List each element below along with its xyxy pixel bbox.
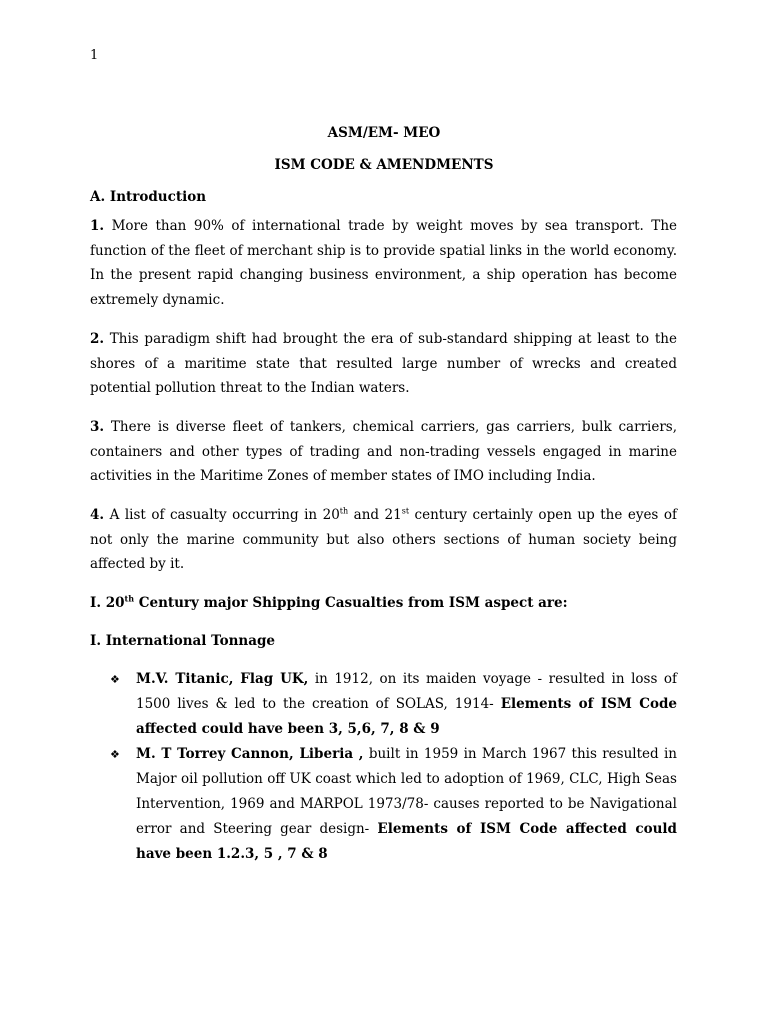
heading-text: I. 20	[90, 595, 125, 611]
vessel-name: M.V. Titanic, Flag UK,	[136, 671, 309, 687]
paragraph-text: There is diverse fleet of tankers, chemical carriers, gas carriers, bulk carriers, containers and other types of trading and non-trading vessels engaged in marine activities in the Maritime Zones of member states of IMO including India.	[90, 419, 677, 484]
vessel-name: M. T Torrey Cannon, Liberia ,	[136, 746, 364, 762]
paragraph-2	[90, 327, 677, 401]
paragraph-number: 3.	[90, 419, 105, 435]
document-title: ISM CODE & AMENDMENTS	[274, 157, 494, 173]
page-number: 1	[90, 48, 99, 63]
paragraph-4	[90, 503, 677, 577]
paragraph-text: and 21	[348, 507, 402, 523]
diamond-bullet-icon: ❖	[110, 748, 120, 761]
list-item	[110, 742, 677, 867]
section-a-heading: A. Introduction	[90, 189, 207, 205]
paragraph-number: 1.	[90, 218, 105, 234]
paragraph-text: century certainly open up the eyes of not only the marine community but also others sections of human society being affected by it.	[90, 507, 677, 572]
elements-affected: Elements of ISM Code affected could have been 1.2.3, 5 , 7 & 8	[136, 821, 677, 862]
item-text: in 1912, on its maiden voyage - resulted in loss of 1500 lives & led to the creation of SOLAS, 1914-	[136, 671, 677, 712]
paragraph-text: A list of casualty occurring in 20	[104, 507, 340, 523]
casualty-list	[110, 667, 677, 867]
item-text: built in 1959 in March 1967 this resulted in Major oil pollution off UK coast which led to adoption of 1969, CLC, High Seas Intervention, 1969 and MARPOL 1973/78- causes reported to be Navigational error and Steering gear design-	[136, 746, 677, 837]
subsection-heading: I. International Tonnage	[90, 633, 276, 649]
paragraph-number: 4.	[90, 507, 105, 523]
superscript: th	[124, 593, 135, 604]
superscript: st	[401, 506, 410, 516]
superscript: th	[339, 506, 349, 516]
heading-text: Century major Shipping Casualties from ISM aspect are:	[134, 595, 568, 611]
elements-affected: Elements of ISM Code affected could have been 3, 5,6, 7, 8 & 9	[136, 696, 677, 737]
document-code-title: ASM/EM- MEO	[327, 125, 441, 141]
diamond-bullet-icon: ❖	[110, 673, 120, 686]
paragraph-3	[90, 415, 677, 489]
paragraph-number: 2.	[90, 331, 105, 347]
paragraph-text: More than 90% of international trade by weight moves by sea transport. The function of the fleet of merchant ship is to provide spatial links in the world economy. In the present rapid changing business environment, a ship operation has become extremely dynamic.	[90, 218, 677, 308]
section-i-heading	[90, 595, 568, 611]
list-item	[110, 667, 677, 742]
paragraph-text: This paradigm shift had brought the era of sub-standard shipping at least to the shores of a maritime state that resulted large number of wrecks and created potential pollution threat to the Indian waters.	[90, 331, 677, 396]
paragraph-1	[90, 214, 677, 312]
